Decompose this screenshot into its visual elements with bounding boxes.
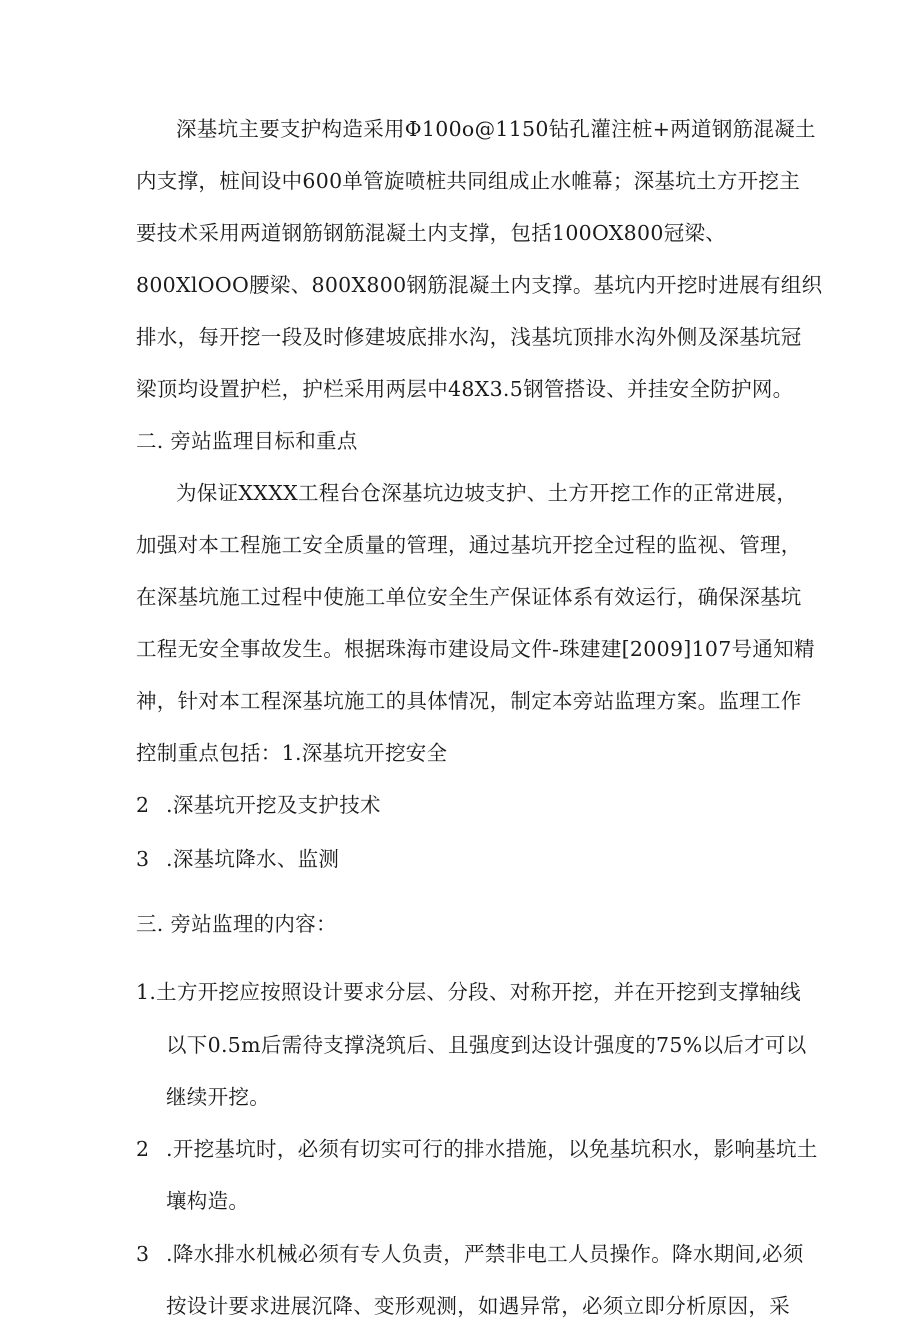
paragraph-1-line-2: 内支撑，桩间设中600单管旋喷桩共同组成止水帷幕；深基坑土方开挖主 <box>136 169 801 193</box>
paragraph-2-line-5: 神，针对本工程深基坑施工的具体情况，制定本旁站监理方案。监理工作 <box>136 689 802 713</box>
content-item-number: 2 <box>136 1137 150 1161</box>
content-item-text: .土方开挖应按照设计要求分层、分段、对称开挖，并在开挖到支撑轴线 <box>149 980 801 1004</box>
content-item-1-line-2: 以下0.5m后需待支撑浇筑后、且强度到达设计强度的75%以后才可以 <box>166 1033 807 1057</box>
content-item-3-line-1 <box>136 1240 804 1268</box>
paragraph-1-line-1: 深基坑主要支护构造采用Φ100o@1150钻孔灌注桩+两道钢筋混凝土 <box>176 117 816 141</box>
paragraph-2-line-3: 在深基坑施工过程中使施工单位安全生产保证体系有效运行，确保深基坑 <box>136 585 802 609</box>
content-item-number: 1 <box>136 980 150 1004</box>
content-item-3-line-2: 按设计要求进展沉降、变形观测，如遇异常，必须立即分析原因，采 <box>166 1294 790 1318</box>
paragraph-1-line-4: 800XlOOO腰梁、800X800钢筋混凝土内支撑。基坑内开挖时进展有组织 <box>136 273 823 297</box>
focus-item-number: 3 <box>136 847 150 871</box>
content-item-2-line-2: 壤构造。 <box>166 1189 250 1213</box>
content-item-2-line-1 <box>136 1135 818 1163</box>
paragraph-1-line-3: 要技术采用两道钢筋钢筋混凝土内支撑，包括100OX800冠梁、 <box>136 221 727 245</box>
focus-item <box>136 845 339 873</box>
focus-item-text: .深基坑降水、监测 <box>166 847 340 871</box>
focus-item-text: .深基坑开挖及支护技术 <box>166 793 381 817</box>
section-heading-2: 二. 旁站监理目标和重点 <box>136 429 358 453</box>
paragraph-2-line-6: 控制重点包括：1.深基坑开挖安全 <box>136 741 448 765</box>
paragraph-2-line-2: 加强对本工程施工安全质量的管理，通过基坑开挖全过程的监视、管理， <box>136 533 802 557</box>
content-item-1-line-3: 继续开挖。 <box>166 1085 270 1109</box>
content-item-1-line-1 <box>136 978 801 1006</box>
focus-item <box>136 791 381 819</box>
paragraph-1-line-5: 排水，每开挖一段及时修建坡底排水沟，浅基坑顶排水沟外侧及深基坑冠 <box>136 325 802 349</box>
paragraph-2-line-1: 为保证XXXX工程台仓深基坑边坡支护、土方开挖工作的正常进展， <box>176 481 798 505</box>
paragraph-1-line-6: 梁顶均设置护栏，护栏采用两层中48X3.5钢管搭设、并挂安全防护网。 <box>136 377 794 401</box>
paragraph-2-line-4: 工程无安全事故发生。根据珠海市建设局文件-珠建建[2009]107号通知精 <box>136 637 815 661</box>
content-item-text: .降水排水机械必须有专人负责，严禁非电工人员操作。降水期间,必须 <box>166 1242 804 1266</box>
content-item-text: .开挖基坑时，必须有切实可行的排水措施，以免基坑积水，影响基坑土 <box>166 1137 818 1161</box>
focus-item-number: 2 <box>136 793 150 817</box>
section-heading-3: 三. 旁站监理的内容： <box>136 912 337 936</box>
content-item-number: 3 <box>136 1242 150 1266</box>
